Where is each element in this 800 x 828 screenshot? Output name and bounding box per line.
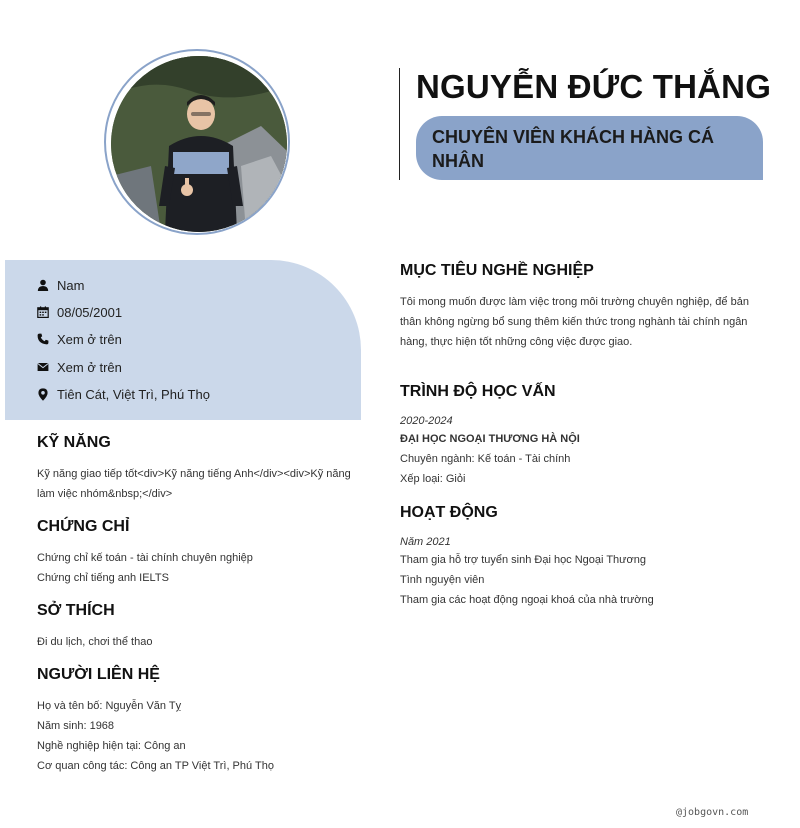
activities-period: Năm 2021 [400, 536, 451, 548]
certificates-heading: CHỨNG CHỈ [37, 518, 130, 535]
skills-text: Kỹ năng giao tiếp tốt<div>Kỹ năng tiếng Anh</div><div>Kỹ năng làm việc nhóm&nbsp;</div> [37, 468, 351, 500]
objective-line: hàng, thực hiện tốt những công việc được giao. [400, 336, 633, 348]
position-title: CHUYÊN VIÊN KHÁCH HÀNG CÁ NHÂN [432, 127, 715, 171]
reference-heading: NGƯỜI LIÊN HỆ [37, 666, 160, 683]
education-major: Chuyên ngành: Kế toán - Tài chính [400, 453, 571, 465]
envelope-icon [37, 361, 49, 373]
skills-heading: KỸ NĂNG [37, 434, 111, 451]
education-grade: Xếp loại: Giỏi [400, 473, 466, 485]
reference-item: Họ và tên bố: Nguyễn Văn Tỵ [37, 700, 182, 712]
activities-heading: HOẠT ĐỘNG [400, 504, 498, 521]
reference-item: Nghề nghiệp hiện tại: Công an [37, 740, 186, 752]
reference-item: Năm sinh: 1968 [37, 720, 115, 732]
activity-item: Tham gia hỗ trợ tuyển sinh Đại học Ngoại Thương [400, 554, 646, 566]
phone-icon [37, 333, 49, 345]
watermark: @jobgovn.com [676, 807, 749, 818]
avatar [111, 56, 287, 232]
hobbies-text: Đi du lịch, chơi thể thao [37, 636, 153, 648]
activity-item: Tình nguyện viên [400, 574, 485, 586]
header-divider [399, 68, 400, 180]
objective-line: Tôi mong muốn được làm việc trong môi trường chuyên nghiệp, để bản [400, 296, 749, 308]
certificate-item: Chứng chỉ tiếng anh IELTS [37, 572, 169, 584]
certificate-item: Chứng chỉ kế toán - tài chính chuyên nghiệp [37, 552, 253, 564]
info-row-email [37, 357, 122, 377]
education-school: ĐẠI HỌC NGOẠI THƯƠNG HÀ NỘI [400, 433, 580, 445]
avatar-photo [111, 56, 287, 232]
hobbies-heading: SỞ THÍCH [37, 602, 115, 619]
info-row-phone [37, 329, 122, 349]
email-value: Xem ở trên [57, 359, 122, 375]
objective-heading: MỤC TIÊU NGHỀ NGHIỆP [400, 262, 594, 279]
info-row-address [37, 384, 210, 404]
calendar-icon [37, 306, 49, 318]
objective-line: thân không ngừng bổ sung thêm kiến thức trong nghành tài chính ngân [400, 316, 748, 328]
user-icon [37, 279, 49, 291]
info-row-gender [37, 275, 84, 295]
activity-item: Tham gia các hoạt động ngoại khoá của nhà trường [400, 594, 654, 606]
education-period: 2020-2024 [400, 415, 453, 427]
address-value: Tiên Cát, Việt Trì, Phú Thọ [57, 386, 210, 402]
phone-value: Xem ở trên [57, 331, 122, 347]
gender-value: Nam [57, 277, 85, 293]
map-pin-icon [37, 388, 49, 400]
info-row-birthdate [37, 302, 122, 322]
reference-item: Cơ quan công tác: Công an TP Việt Trì, Phú Thọ [37, 760, 274, 772]
education-heading: TRÌNH ĐỘ HỌC VẤN [400, 383, 556, 400]
candidate-name: NGUYỄN ĐỨC THẮNG [416, 68, 772, 105]
birthdate-value: 08/05/2001 [57, 304, 123, 320]
position-badge [416, 116, 763, 180]
